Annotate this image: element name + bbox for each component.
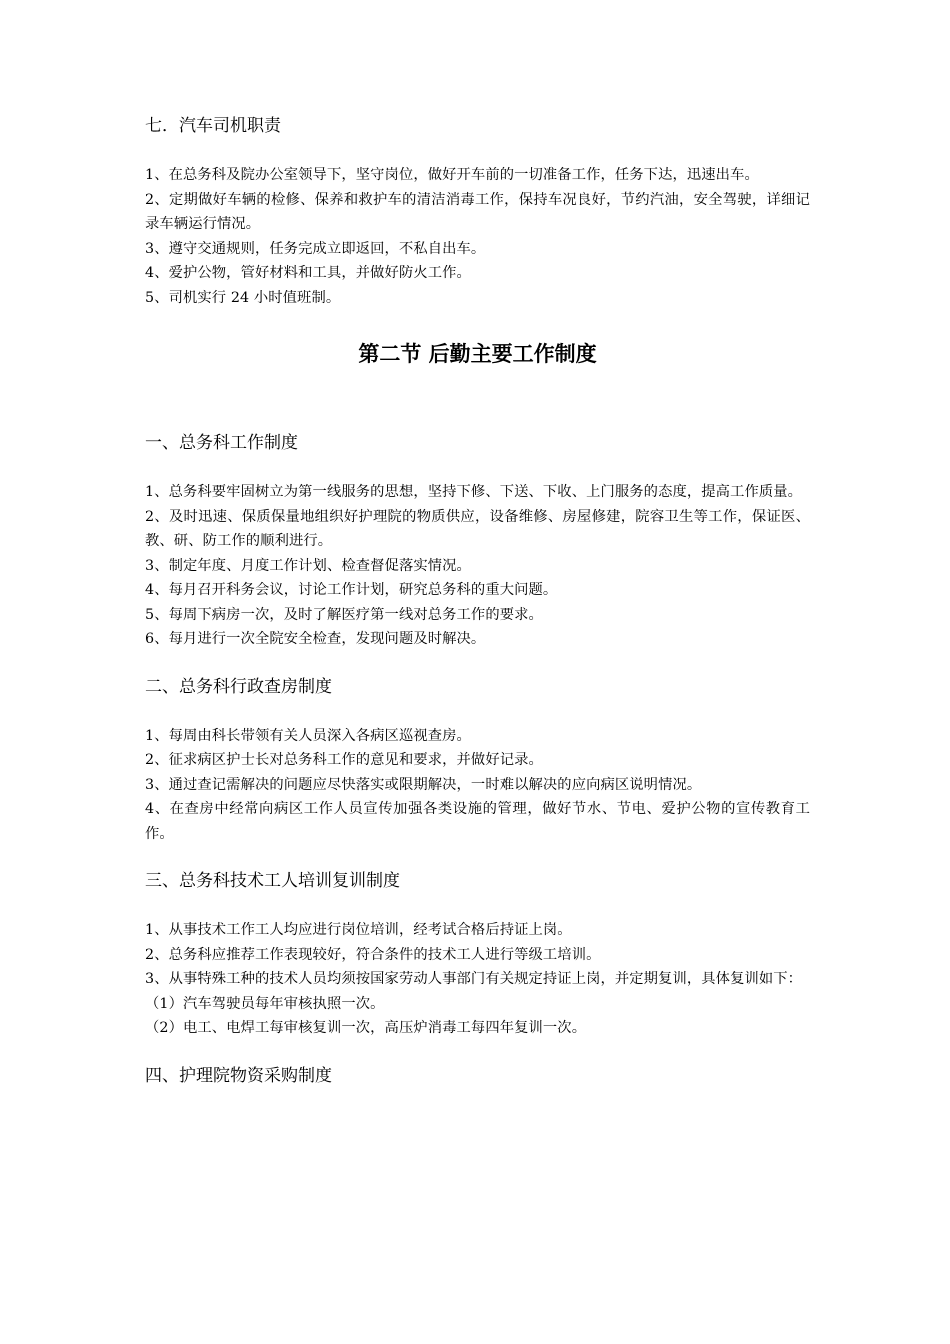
list-item: 2、定期做好车辆的检修、保养和救护车的清洁消毒工作，保持车况良好，节约汽油，安全驾驶，详细记录车辆运行情况。 [145,191,810,232]
list-item: 2、及时迅速、保质保量地组织好护理院的物质供应，设备维修、房屋修建，院容卫生等工作，保证医、教、研、防工作的顺利进行。 [145,508,810,549]
section-heading-admin-rounds: 二、总务科行政查房制度 [145,676,332,697]
chapter-title: 第二节 后勤主要工作制度 [358,342,597,366]
list-item: 5、司机实行 24 小时值班制。 [145,289,341,306]
list-item: 5、每周下病房一次，及时了解医疗第一线对总务工作的要求。 [145,606,543,623]
list-item: 3、从事特殊工种的技术人员均须按国家劳动人事部门有关规定持证上岗，并定期复训，具体复训如下： [145,971,803,987]
section-heading-procurement: 四、护理院物资采购制度 [145,1065,332,1086]
list-item: 1、每周由科长带领有关人员深入各病区巡视查房。 [145,727,471,744]
list-item: 3、通过查记需解决的问题应尽快落实或限期解决，一时难以解决的应向病区说明情况。 [145,776,702,793]
list-item: 4、每月召开科务会议，讨论工作计划，研究总务科的重大问题。 [145,582,558,598]
section-heading-worker-training: 三、总务科技术工人培训复训制度 [145,871,400,891]
list-item: 6、每月进行一次全院安全检查，发现问题及时解决。 [145,631,486,647]
list-item: 2、总务科应推荐工作表现较好，符合条件的技术工人进行等级工培训。 [145,946,601,963]
list-item: 4、在查房中经常向病区工作人员宣传加强各类设施的管理，做好节水、节电、爱护公物的宣传教育工作。 [145,801,810,842]
list-item: 2、征求病区护士长对总务科工作的意见和要求，并做好记录。 [145,752,543,768]
list-item: 3、制定年度、月度工作计划、检查督促落实情况。 [145,557,471,574]
page-content [145,113,810,1089]
list-item: 1、总务科要牢固树立为第一线服务的思想，坚持下修、下送、下收、上门服务的态度，提高工作质量。 [145,484,803,500]
section-heading-driver-duties: 七．汽车司机职责 [145,116,281,136]
section-heading-general-affairs: 一、总务科工作制度 [145,433,298,453]
list-item: （1）汽车驾驶员每年审核执照一次。 [145,995,385,1012]
list-item: 4、爱护公物，管好材料和工具，并做好防火工作。 [145,265,471,281]
list-item: 1、在总务科及院办公室领导下，坚守岗位，做好开车前的一切准备工作，任务下达，迅速出车。 [145,167,759,183]
list-item: 3、遵守交通规则，任务完成立即返回，不私自出车。 [145,240,486,257]
list-item: 1、从事技术工作工人均应进行岗位培训，经考试合格后持证上岗。 [145,922,572,938]
list-item: （2）电工、电焊工每审核复训一次，高压炉消毒工每四年复训一次。 [145,1020,587,1036]
